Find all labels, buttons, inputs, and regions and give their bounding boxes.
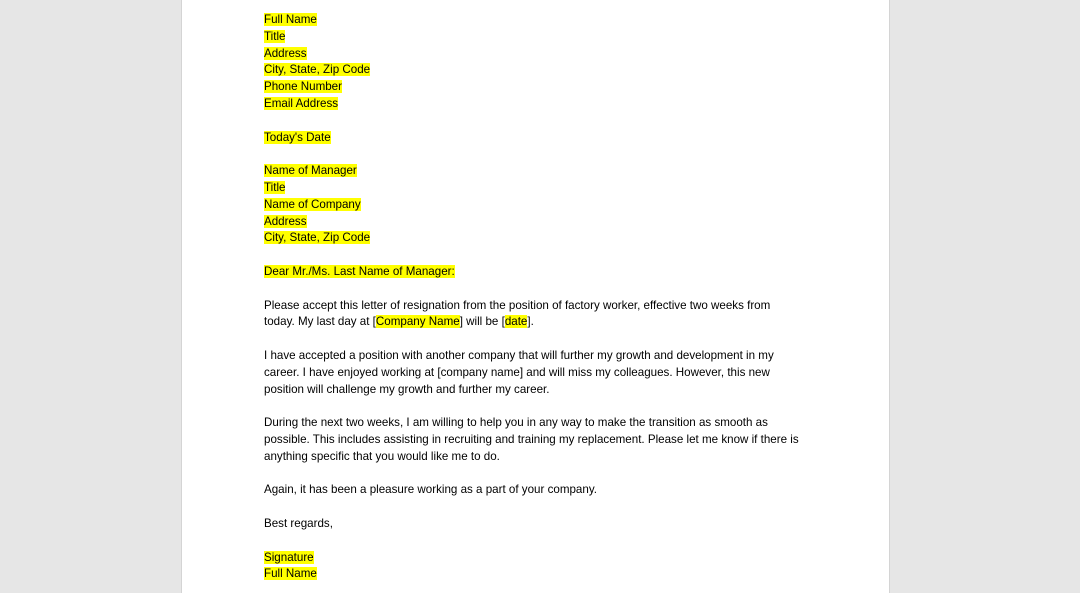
paragraph-line: Please accept this letter of resignation from the position of factory worker, effective two weeks from bbox=[264, 298, 771, 312]
spacer bbox=[264, 113, 824, 130]
paragraph-new-position bbox=[264, 348, 824, 398]
recipient-title: Title bbox=[264, 180, 286, 194]
paragraph-text: ]. bbox=[527, 315, 534, 329]
spacer bbox=[264, 466, 824, 483]
paragraph-line: During the next two weeks, I am willing to help you in any way to make the transition as smooth as bbox=[264, 416, 768, 430]
spacer bbox=[264, 331, 824, 348]
sender-title: Title bbox=[264, 29, 286, 43]
paragraph-transition bbox=[264, 415, 824, 465]
spacer bbox=[264, 398, 824, 415]
signature-block bbox=[264, 550, 824, 584]
letter-body[interactable] bbox=[264, 12, 824, 583]
paragraph-text: ] will be [ bbox=[459, 315, 505, 329]
date-placeholder: date bbox=[504, 315, 528, 329]
recipient-manager-name: Name of Manager bbox=[264, 164, 357, 178]
company-name-placeholder: Company Name bbox=[375, 315, 460, 329]
sender-block bbox=[264, 12, 824, 113]
spacer bbox=[264, 146, 824, 163]
spacer bbox=[264, 281, 824, 298]
letter-date: Today's Date bbox=[264, 130, 331, 144]
paragraph-resignation bbox=[264, 298, 824, 332]
paragraph-thanks: Again, it has been a pleasure working as a part of your company. bbox=[264, 483, 597, 497]
sender-full-name: Full Name bbox=[264, 13, 317, 26]
spacer bbox=[264, 499, 824, 516]
paragraph-line: position will challenge my growth and further my career. bbox=[264, 382, 550, 396]
signature-full-name: Full Name bbox=[264, 567, 317, 581]
recipient-block bbox=[264, 163, 824, 247]
sender-phone: Phone Number bbox=[264, 80, 342, 94]
salutation: Dear Mr./Ms. Last Name of Manager: bbox=[264, 264, 455, 278]
paragraph-line: I have accepted a position with another company that will further my growth and development in my bbox=[264, 348, 774, 362]
recipient-company: Name of Company bbox=[264, 197, 361, 211]
signature-placeholder: Signature bbox=[264, 550, 314, 564]
recipient-city-state-zip: City, State, Zip Code bbox=[264, 231, 371, 245]
paragraph-line: possible. This includes assisting in recruiting and training my replacement. Please let me know if there is bbox=[264, 432, 799, 446]
document-page bbox=[181, 0, 890, 593]
paragraph-line: anything specific that you would like me to do. bbox=[264, 449, 500, 463]
spacer bbox=[264, 533, 824, 550]
sender-email: Email Address bbox=[264, 96, 339, 110]
paragraph-text: today. My last day at [ bbox=[264, 315, 376, 329]
recipient-address: Address bbox=[264, 214, 307, 228]
closing: Best regards, bbox=[264, 516, 333, 530]
paragraph-line: career. I have enjoyed working at [company name] and will miss my colleagues. However, this new bbox=[264, 365, 770, 379]
spacer bbox=[264, 247, 824, 264]
sender-address: Address bbox=[264, 46, 307, 60]
sender-city-state-zip: City, State, Zip Code bbox=[264, 63, 371, 77]
